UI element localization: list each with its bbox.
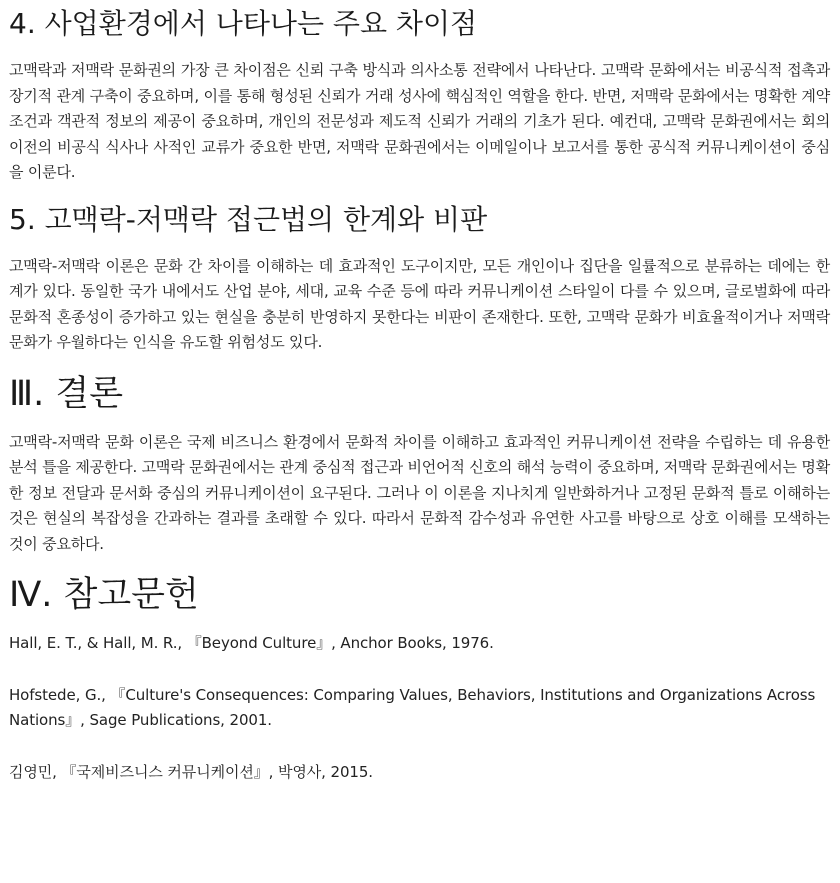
reference-item-kim: 김영민, 『국제비즈니스 커뮤니케이션』, 박영사, 2015.	[9, 762, 373, 781]
section-5-heading: 5. 고맥락-저맥락 접근법의 한계와 비판	[9, 202, 488, 236]
section-5-paragraph: 고맥락-저맥락 이론은 문화 간 차이를 이해하는 데 효과적인 도구이지만, 모든 개인이나 집단을 일률적으로 분류하는 데에는 한계가 있다. 동일한 국가 내에서도 산업 분야, 세대, 교육 수준 등에 따라 커뮤니케이션 스타일이 다를 수 있으며, 글로벌화에 따라 문화적 혼종성이 증가하고 있는 현실을 충분히 반영하지 못한다는 비판이 존재한다. 또한, 고맥락 문화가 비효율적이거나 저맥락 문화가 우월하다는 인식을 유도할 위험성도 있다.	[9, 256, 830, 351]
section-4-heading: 4. 사업환경에서 나타나는 주요 차이점	[9, 7, 478, 40]
reference-item-hofstede: Hofstede, G., 『Culture's Consequences: Comparing Values, Behaviors, Institutions and Organizations Across Nations』, Sage Publications, 2001.	[9, 685, 816, 729]
references-heading: Ⅳ. 참고문헌	[9, 575, 199, 615]
conclusion-paragraph: 고맥락-저맥락 문화 이론은 국제 비즈니스 환경에서 문화적 차이를 이해하고 효과적인 커뮤니케이션 전략을 수립하는 데 유용한 분석 틀을 제공한다. 고맥락 문화권에서는 관계 중심적 접근과 비언어적 신호의 해석 능력이 중요하며, 저맥락 문화권에서는 명확한 정보 전달과 문서화 중심의 커뮤니케이션이 요구된다. 그러나 이 이론을 지나치게 일반화하거나 고정된 문화적 틀로 이해하는 것은 현실의 복잡성을 간과하는 결과를 초래할 수 있다. 따라서 문화적 감수성과 유연한 사고를 바탕으로 상호 이해를 모색하는 것이 중요하다.	[9, 432, 830, 553]
section-4-paragraph: 고맥락과 저맥락 문화권의 가장 큰 차이점은 신뢰 구축 방식과 의사소통 전략에서 나타난다. 고맥락 문화에서는 비공식적 접촉과 장기적 관계 구축이 중요하며, 이를 통해 형성된 신뢰가 거래 성사에 핵심적인 역할을 한다. 반면, 저맥락 문화에서는 명확한 계약 조건과 객관적 정보의 제공이 중요하며, 개인의 전문성과 제도적 신뢰가 거래의 기초가 된다. 예컨대, 고맥락 문화권에서는 회의 이전의 비공식 식사나 사적인 교류가 중요한 반면, 저맥락 문화권에서는 이메일이나 보고서를 통한 공식적 커뮤니케이션이 중심을 이룬다.	[9, 61, 830, 181]
reference-item-hall: Hall, E. T., & Hall, M. R., 『Beyond Culture』, Anchor Books, 1976.	[9, 634, 494, 652]
document	[0, 6, 840, 785]
references-list	[9, 631, 830, 785]
conclusion-heading: Ⅲ. 결론	[9, 373, 124, 414]
